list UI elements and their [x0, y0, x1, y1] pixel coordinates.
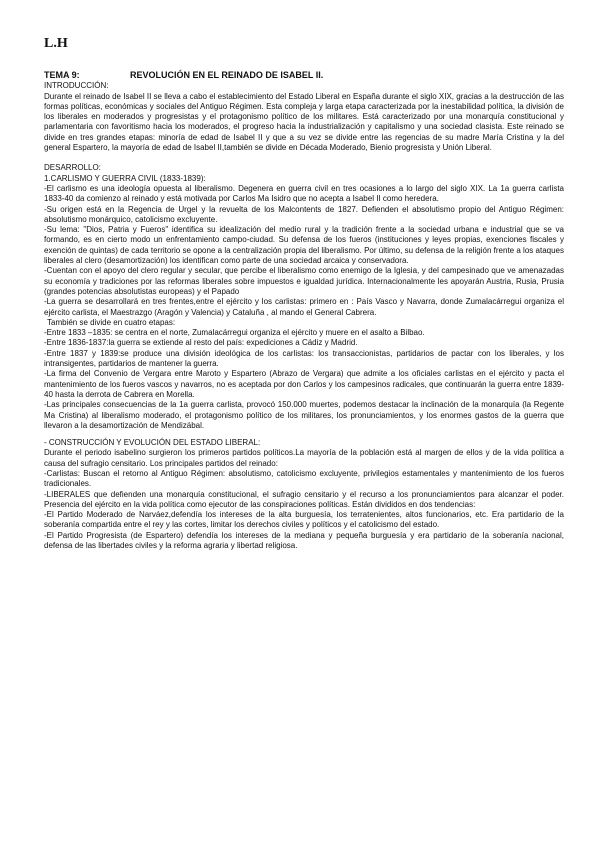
section2-paragraph: -Carlistas: Buscan el retorno al Antiguo Régimen: absolutismo, catolicismo excluyente, privilegios estamentales y mantenimiento de los fueros tradicionales. [44, 468, 564, 489]
document-body [44, 70, 564, 551]
section1-paragraph: -La firma del Convenio de Vergara entre Maroto y Espartero (Abrazo de Vergara) que admite a los oficiales carlistas en el ejército y pacta el mantenimiento de los fueros vascos y navarros, no es aceptada por don Carlos y los campesinos radicales, que continuarán la guerra entre 1839-40 hasta la derrota de Cabrera en Morella. [44, 369, 564, 399]
section1-paragraph: -Entre 1836-1837:la guerra se extiende al resto del país: expediciones a Cádiz y Madrid. [44, 338, 358, 348]
section2-paragraph: -El Partido Moderado de Narváez,defendía los intereses de la alta burguesía, los terratenientes, altos funcionarios, etc. Era partidario de la soberanía compartida entre el rey y las cortes, limitar los derechos civiles y políticos y el catolicismo del estado. [44, 510, 564, 530]
section1-paragraph: -Las principales consecuencias de la 1a guerra carlista, provocó 150.000 muertes, podemos destacar la inclinación de la monarquía (la Regente Ma Cristina) al liberalismo moderado, el protagonismo político de los militares, los pronunciamientos, y los enormes gastos de la guerra que llevaron a la desamortización de Mendizábal. [44, 400, 564, 430]
section1-heading: 1.CARLISMO Y GUERRA CIVIL (1833-1839): [44, 173, 206, 183]
intro-paragraph: Durante el reinado de Isabel II se lleva a cabo el establecimiento del Estado Liberal en España durante el siglo XIX, gracias a la destrucción de las formas políticas, económicas y sociales del Antiguo Régimen. Esta compleja y larga etapa caracterizada por la inestabilidad política, la división de los liberales en moderados y progresistas y el protagonismo político de los militares. Está caracterizado por una monarquía constitucional y parlamentaria con favoritismo hacia los moderados, el progreso hacia la industrialización y capitalismo y una sociedad clasista. Este reinado se divide en tres grandes etapas: minoría de edad de Isabel II y que a su vez se divide entre las regencias de su madre María Cristina y la del general Espartero, la mayoría de edad de Isabel II,también se divide en Década Moderado, Bienio progresista y Unión Liberal. [44, 91, 564, 153]
intro-heading: INTRODUCCIÓN: [44, 81, 109, 91]
section1-paragraph: -La guerra se desarrollará en tres frentes,entre el ejército y los carlistas: primero en : País Vasco y Navarra, donde Zumalacárregui organiza el ejército carlista, el Maestrazgo (Aragón y Valencia) y Cataluña , al mando el General Cabrera. [44, 297, 564, 317]
desarrollo-heading: DESARROLLO: [44, 163, 101, 173]
section2-paragraph: Durante el periodo isabelino surgieron los primeros partidos políticos.La mayoría de la población está al margen de ellos y de la vida política a causa del sufragio censitario. Los principales partidos del reinado: [44, 448, 564, 468]
section1-paragraph: -Cuentan con el apoyo del clero regular y secular, que percibe el liberalismo como enemigo de la Iglesia, y del campesinado que ve amenazadas su economía y tradiciones por las reformas liberales sobre impuestos e igualdad jurídica. Internacionalmente les apoyarán Austria, Rusia, Prusia (grandes potencias absolutistas europeas) y el Papado [44, 266, 564, 296]
section1-paragraph: También se divide en cuatro etapas: [47, 317, 176, 327]
section1-paragraph: -Entre 1837 y 1839:se produce una división ideológica de los carlistas: los transaccionistas, partidarios de pactar con los liberales, y los intransigentes, partidarios de mantener la guerra. [44, 348, 564, 369]
page-header-initials: L.H [44, 36, 68, 51]
topic-number: TEMA 9: [44, 70, 80, 80]
topic-title-row [44, 70, 564, 80]
section1-paragraph: -Entre 1833 –1835: se centra en el norte, Zumalacárregui organiza el ejército y muere en el asalto a Bilbao. [44, 328, 425, 338]
section1-paragraph: -Su lema: "Dios, Patria y Fueros" identifica su idealización del medio rural y la tradición frente a la sociedad urbana e industrial que se va formando, es en cierto modo un enfrentamiento campo-ciudad. Su defensa de los fueros (instituciones y leyes propias, exenciones fiscales y exención de quintas) de cada territorio se opone a la centralización propia del liberalismo. Por último, su defensa de la religión frente a los ataques liberales al clero (desamortización) los identifican como parte de una sociedad arcaica y conservadora. [44, 225, 564, 266]
section2-heading: - CONSTRUCCIÓN Y EVOLUCIÓN DEL ESTADO LIBERAL: [44, 438, 261, 448]
section2-paragraph: -El Partido Progresista (de Espartero) defendía los intereses de la mediana y pequeña burguesía y era partidario de la soberanía nacional, defensa de las libertades civiles y la reforma agraria y libertad religiosa. [44, 530, 564, 551]
section1-paragraph: -El carlismo es una ideología opuesta al liberalismo. Degenera en guerra civil en tres ocasiones a lo largo del siglo XIX. La 1a guerra carlista 1833-40 da comienzo al reinado y está motivada por Carlos Ma Isidro que no acepta a Isabel II como heredera. [44, 183, 564, 204]
topic-title: REVOLUCIÓN EN EL REINADO DE ISABEL II. [130, 70, 324, 80]
section2-paragraph: -LIBERALES que defienden una monarquía constitucional, el sufragio censitario y el recurso a los pronunciamientos para alcanzar el poder. Presencia del ejército en la vida política como ejecutor de las conspiraciones políticas. Están divididos en dos tendencias: [44, 489, 564, 509]
section1-paragraph: -Su origen está en la Regencia de Urgel y la revuelta de los Malcontents de 1827. Defienden el absolutismo propio del Antiguo Régimen: absolutismo monárquico, catolicismo excluyente. [44, 204, 564, 224]
